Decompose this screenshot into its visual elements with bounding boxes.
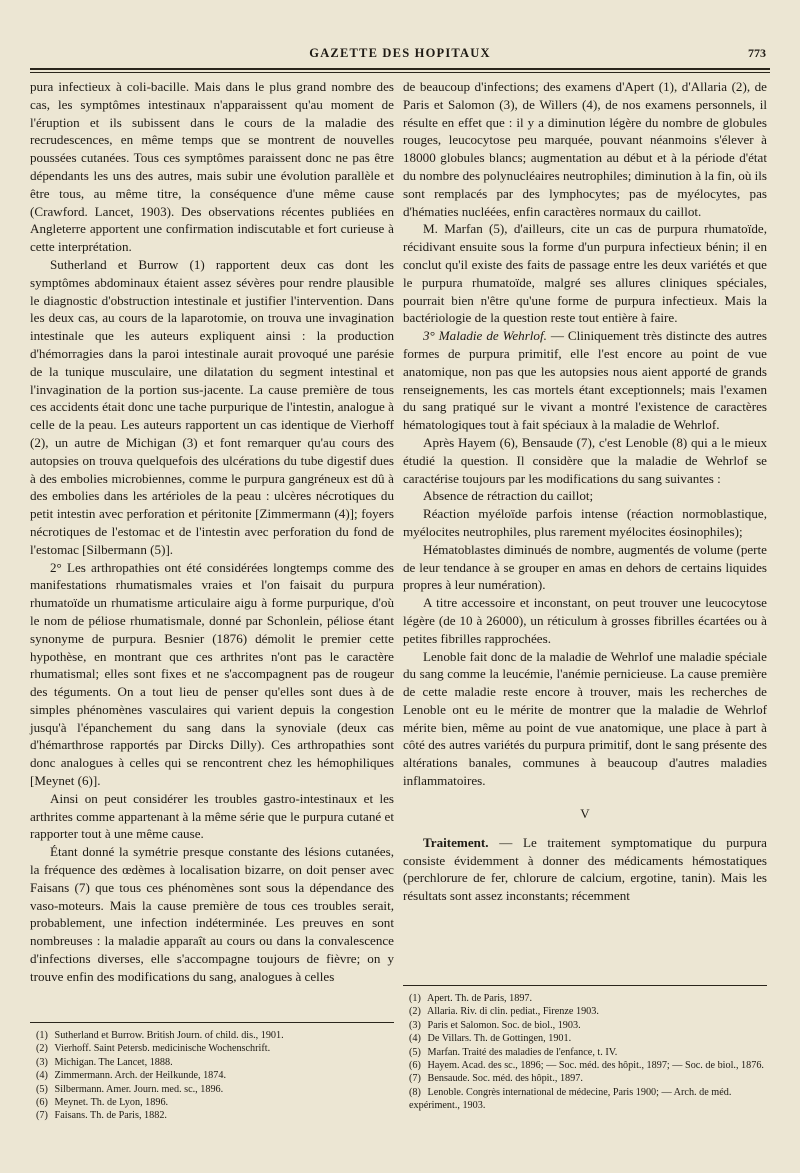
section-number: V (580, 805, 590, 821)
footnote: (7) Faisans. Th. de Paris, 1882. (36, 1110, 167, 1122)
footnote: (8) Lenoble. Congrès international de médecine, Paris 1900; — Arch. de méd. expériment., 1903. (409, 1086, 732, 1112)
paragraph: 2° Les arthropathies ont été considérées longtemps comme des manifestations rhumatismales vraies et l'on faisait du purpura rhumatoïde un rhumatisme articulaire aigu à forme purpurique, d'où le nom de péliose rhumatismale, donné par Schonlein, péliose étant synonyme de purpura. Besnier (1876) démolit le premier cette hypothèse, en montrant que ces arthrites n'ont pas le caractère rhumatismal; elles sont fixes et ne s'accompagnent pas de rougeur des téguments. On a tout lieu de penser qu'elles sont dues à de simples phénomènes vasculaires qui varient depuis la congestion jusqu'à l'épanchement du sang dans la synoviale (deux cas d'hémarthrose rapportés par Dircks Dilly). Ces arthropathies sont donc analogues à celles qui se rencontrent chez les hémophiliques [Meynet (6)]. (30, 559, 394, 789)
right-column (403, 78, 767, 905)
footnote: (4) De Villars. Th. de Gottingen, 1901. (409, 1033, 572, 1045)
footnote: (4) Zimmermann. Arch. der Heilkunde, 1874. (36, 1070, 226, 1082)
footnote: (7) Bensaude. Soc. méd. des hôpit., 1897. (409, 1073, 583, 1085)
section-heading: Traitement. (423, 834, 489, 850)
footnote: (1) Sutherland et Burrow. British Journ. of child. dis., 1901. (36, 1030, 284, 1041)
list-item: Hématoblastes diminués de nombre, augmentés de volume (perte de leur tendance à se grouper en amas en dehors de certains liquides propres à leur numération). (403, 541, 767, 593)
footnote: (6) Hayem. Acad. des sc., 1896; — Soc. méd. des hôpit., 1897; — Soc. de biol., 1876. (409, 1060, 764, 1072)
paragraph: 3° Maladie de Wehrlof. — Cliniquement très distincte des autres formes de purpura primitif, elle l'est encore au point de vue anatomique, non pas que les autopsies nous aient apporté de grands renseignements, les cas mortels étant exceptionnels; mais l'examen du sang pratiqué sur le vivant a montré l'existence de caractères hématologiques tout à fait spéciaux à la maladie de Wehrlof. (403, 328, 767, 433)
paragraph: Étant donné la symétrie presque constante des lésions cutanées, la fréquence des œdèmes à localisation bizarre, on doit penser avec Faisans (7) que tous ces phénomènes sont sous la dépendance des vaso-moteurs. Mais la cause première de tous ces troubles serait, probablement, une infection indéterminée. Les preuves en sont nombreuses : la maladie apparaît au cours ou dans la convalescence d'infections diverses, elle s'accompagne toujours de fièvre; on y trouve enfin des modifications du sang, analogues à celles (30, 844, 394, 984)
footnote: (5) Silbermann. Amer. Journ. med. sc., 1896. (36, 1083, 224, 1095)
footnote: (6) Meynet. Th. de Lyon, 1896. (36, 1097, 169, 1109)
paragraph: Sutherland et Burrow (1) rapportent deux cas dont les symptômes abdominaux étaient assez sévères pour rendre plausible le diagnostic d'obstruction intestinale et justifier l'intervention. Dans les deux cas, au cours de la laparotomie, on trouva une invagination intestinale que les auteurs expliquent ainsi : la production d'hémorragies dans la paroi intestinale aurait provoqué une parésie de la tunique musculaire, une dilatation du segment intestinal et l'invagination de la portion sus-jacente. La cause première de tous ces accidents était donc une tache purpurique de l'intestin, analogue à celle de la peau. Les auteurs rapportent un cas identique de Vierhoff (2), un autre de Michigan (3) et font remarquer qu'au cours des autopsies on trouva quelquefois des ulcérations du tube digestif dues à des embolies microbiennes, comme le purpura gangréneux est dû à des embolies dans les artérioles de la peau : ulcères nécrotiques du petit intestin avec perforation et péritonite [Zimmermann (4)]; foyers nécrotiques de l'estomac et de l'intestin avec perforation du fond de l'estomac [Silbermann (5)]. (30, 256, 394, 557)
paragraph: pura infectieux à coli-bacille. Mais dans le plus grand nombre des cas, les symptômes intestinaux n'apparaissent qu'au moment de l'éruption et ils subissent dans le cours de la maladie des recrudescences, en même temps que se montrent de nouvelles poussées cutanées. Tous ces symptômes paraissent donc ne pas être dépendants les uns des autres, mais subir une évolution parallèle et être tous, au même titre, la conséquence d'une même cause (Crawford. Lancet, 1903). Des observations récentes publiées en Angleterre apportent une confirmation indiscutable et fort curieuse à cette interprétation. (30, 79, 394, 255)
right-footnotes (403, 975, 767, 1113)
list-item: Réaction myéloïde parfois intense (réaction normoblastique, myélocites neutrophiles, plus rarement myélocites éosinophiles); (403, 506, 767, 539)
subsection-heading: 3° Maladie de Wehrlof. (423, 328, 547, 344)
journal-title: GAZETTE DES HOPITAUX (309, 46, 491, 60)
footnote-rule (30, 1022, 394, 1023)
header-rule-thin (30, 72, 770, 73)
header-rule (30, 68, 770, 70)
page-number: 773 (748, 46, 766, 60)
paragraph: A titre accessoire et inconstant, on peut trouver une leucocytose légère (de 10 à 26000), un réticulum à grosses fibrilles écartées ou à petites fibrilles rapprochées. (403, 595, 767, 646)
paragraph: de beaucoup d'infections; des examens d'Apert (1), d'Allaria (2), de Paris et Salomon (3), de Willers (4), de nos examens personnels, il résulte en effet que : il y a diminution légère du nombre de globules rouges, leucocytose peu marquée, pouvant néanmoins s'élever à 18000 globules blancs; augmentation au début et à la période d'état du nombre des polynucléaires neutrophiles; diminution à la fin, où ils sont remplacés par des lymphocytes; pas de myélocytes, pas d'hématies nucléées, enfin caractères normaux du caillot. (403, 79, 768, 219)
page-header (30, 40, 770, 70)
paragraph: Lenoble fait donc de la maladie de Wehrlof une maladie spéciale du sang comme la leucémie, l'anémie pernicieuse. La cause première de cette maladie reste encore à trouver, mais les recherches de Lenoble ont eu le mérite de montrer que la maladie de Wehrlof mérite bien, même au point de vue anatomique, une place à part à côté des autres variétés du purpura primitif, dont le sang présente des altérations banales, communes à beaucoup d'autres maladies inflammatoires. (403, 648, 767, 789)
paragraph: Ainsi on peut considérer les troubles gastro-intestinaux et les arthrites comme appartenant à la même série que le purpura cutané et rapporter tout à une même cause. (30, 790, 394, 842)
footnote: (2) Allaria. Riv. di clin. pediat., Firenze 1903. (409, 1006, 599, 1018)
list-item: Absence de rétraction du caillot; (423, 488, 594, 504)
paragraph: Traitement. — Le traitement symptomatique du purpura consiste évidemment à donner des médicaments hémostatiques (perchlorure de fer, chlorure de calcium, ergotine, tanin). Mais les résultats sont assez inconstants; récemment (403, 834, 767, 904)
left-column (30, 78, 394, 986)
left-footnotes (30, 1012, 394, 1123)
footnote: (5) Marfan. Traité des maladies de l'enfance, t. IV. (409, 1046, 618, 1058)
footnote: (2) Vierhoff. Saint Petersb. medicinische Wochenschrift. (36, 1043, 271, 1055)
paragraph: M. Marfan (5), d'ailleurs, cite un cas de purpura rhumatoïde, récidivant ensuite sous la forme d'un purpura infectieux bénin; il en conclut qu'il existe des faits de passage entre les deux variétés et que le purpura rhumatoïde, malgré ses allures cliniques spéciales, pourrait bien n'être qu'une forme de purpura infectieux. Mais la bactériologie de la question reste tout entière à faire. (403, 221, 767, 326)
footnote: (3) Michigan. The Lancet, 1888. (36, 1056, 173, 1068)
footnote-rule (403, 985, 767, 986)
paragraph: Après Hayem (6), Bensaude (7), c'est Lenoble (8) qui a le mieux étudié la question. Il considère que la maladie de Wehrlof se caractérise toujours par les modifications du sang suivantes : (403, 434, 767, 486)
footnote: (3) Paris et Salomon. Soc. de biol., 1903. (409, 1019, 581, 1031)
footnote: (1) Apert. Th. de Paris, 1897. (409, 993, 533, 1004)
